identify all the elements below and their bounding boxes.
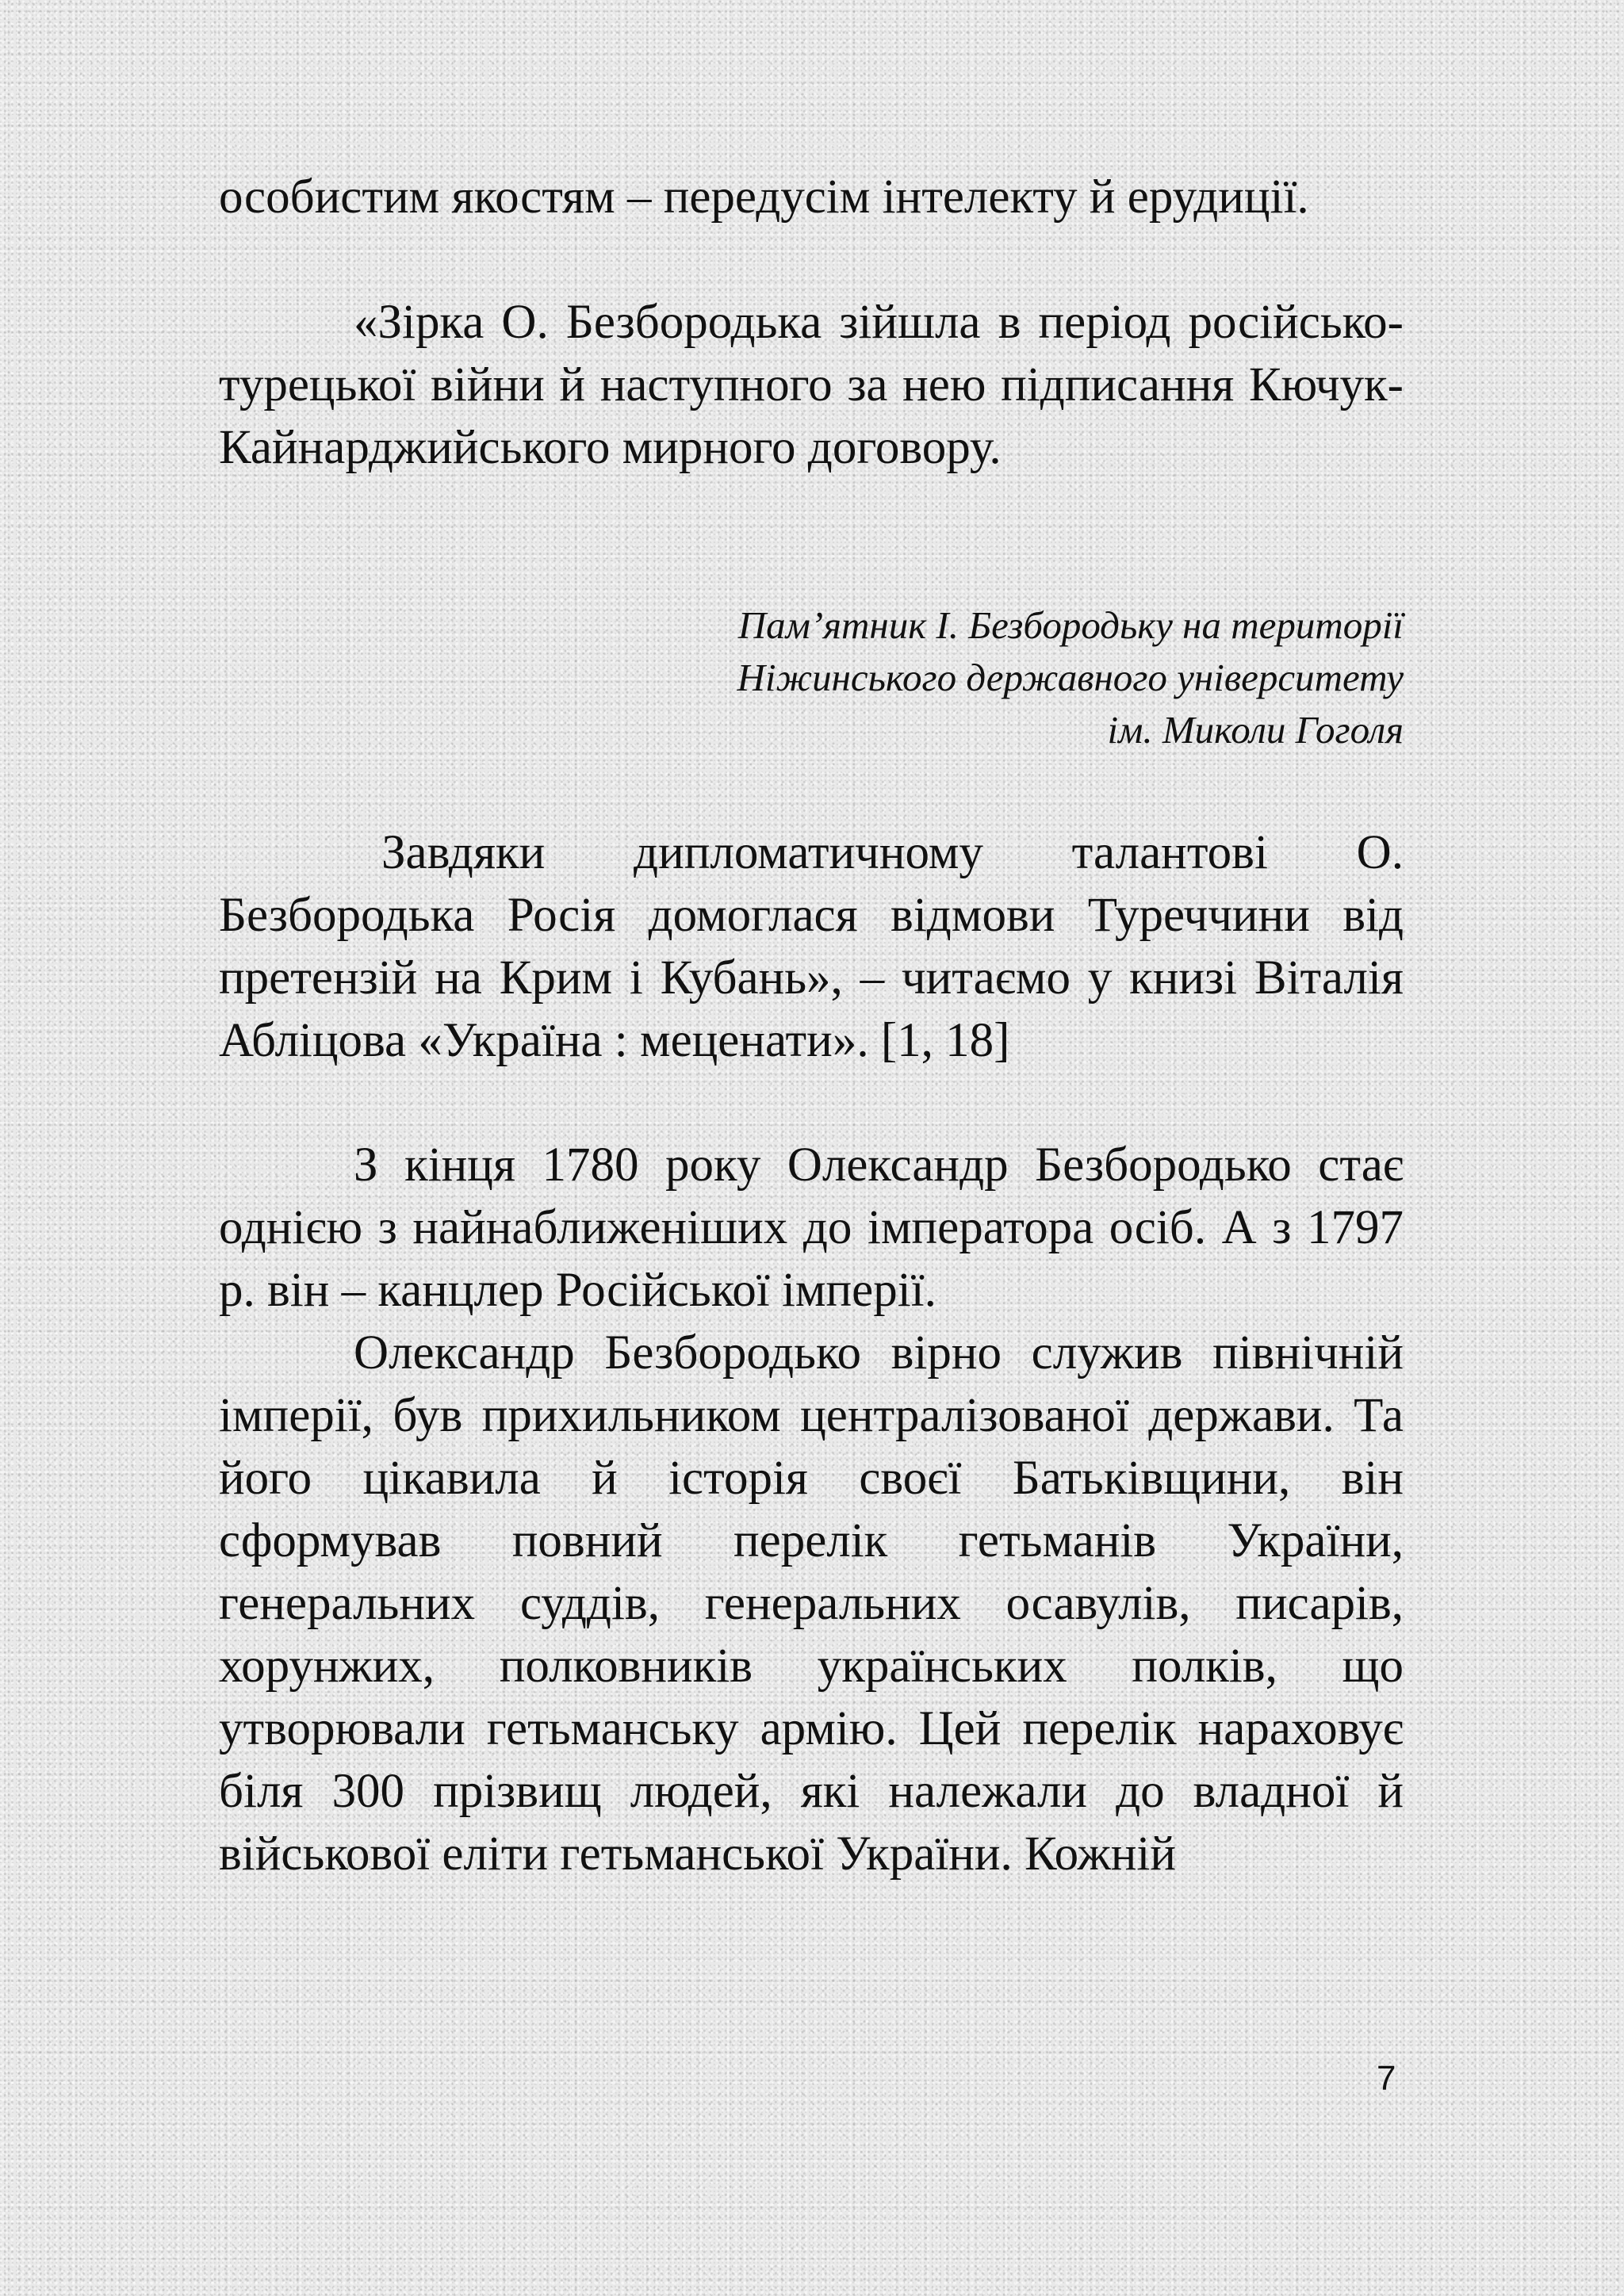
- paragraph-chancellor: З кінця 1780 року Олександр Безбородько стає однією з найнаближеніших до імператора осіб. А з 1797 р. він – канцлер Російської імперії.: [219, 1138, 1404, 1317]
- paragraph-diplomacy: Завдяки дипломатичному талантові О. Безбородька Росія домоглася відмови Туреччини від претензій на Крим і Кубань», – читаємо у книзі Віталія Абліцова «Україна : меценати». [1, 18]: [219, 826, 1404, 1067]
- caption-line-2: Ніжинського державного університету: [737, 656, 1404, 699]
- paragraph-continuation: особистим якостям – передусім інтелекту й ерудиції.: [219, 170, 1309, 224]
- page-number: 7: [1377, 2059, 1396, 2098]
- paragraph-zirka: «Зірка О. Безбородька зійшла в період російсько-турецької війни й наступного за нею підписання Кючук-Кайнарджийського мирного договору.: [219, 296, 1404, 474]
- caption-line-1: Пам’ятник І. Безбородьку на території: [737, 603, 1404, 647]
- paragraph-history: Олександр Безбородько вірно служив північній імперії, був прихильником централізованої держави. Та його цікавила й історія своєї Батьківщини, він сформував повний перелік гетьманів України, генеральних суддів, генеральних осавулів, писарів, хорунжих, полковників українських полків, що утворювали гетьманську армію. Цей перелік нараховує біля 300 прізвищ людей, які належали до владної й військової еліти гетьманської України. Кожній: [219, 1326, 1404, 1881]
- caption-line-3: ім. Миколи Гоголя: [1107, 708, 1404, 752]
- monument-caption: [611, 599, 1404, 756]
